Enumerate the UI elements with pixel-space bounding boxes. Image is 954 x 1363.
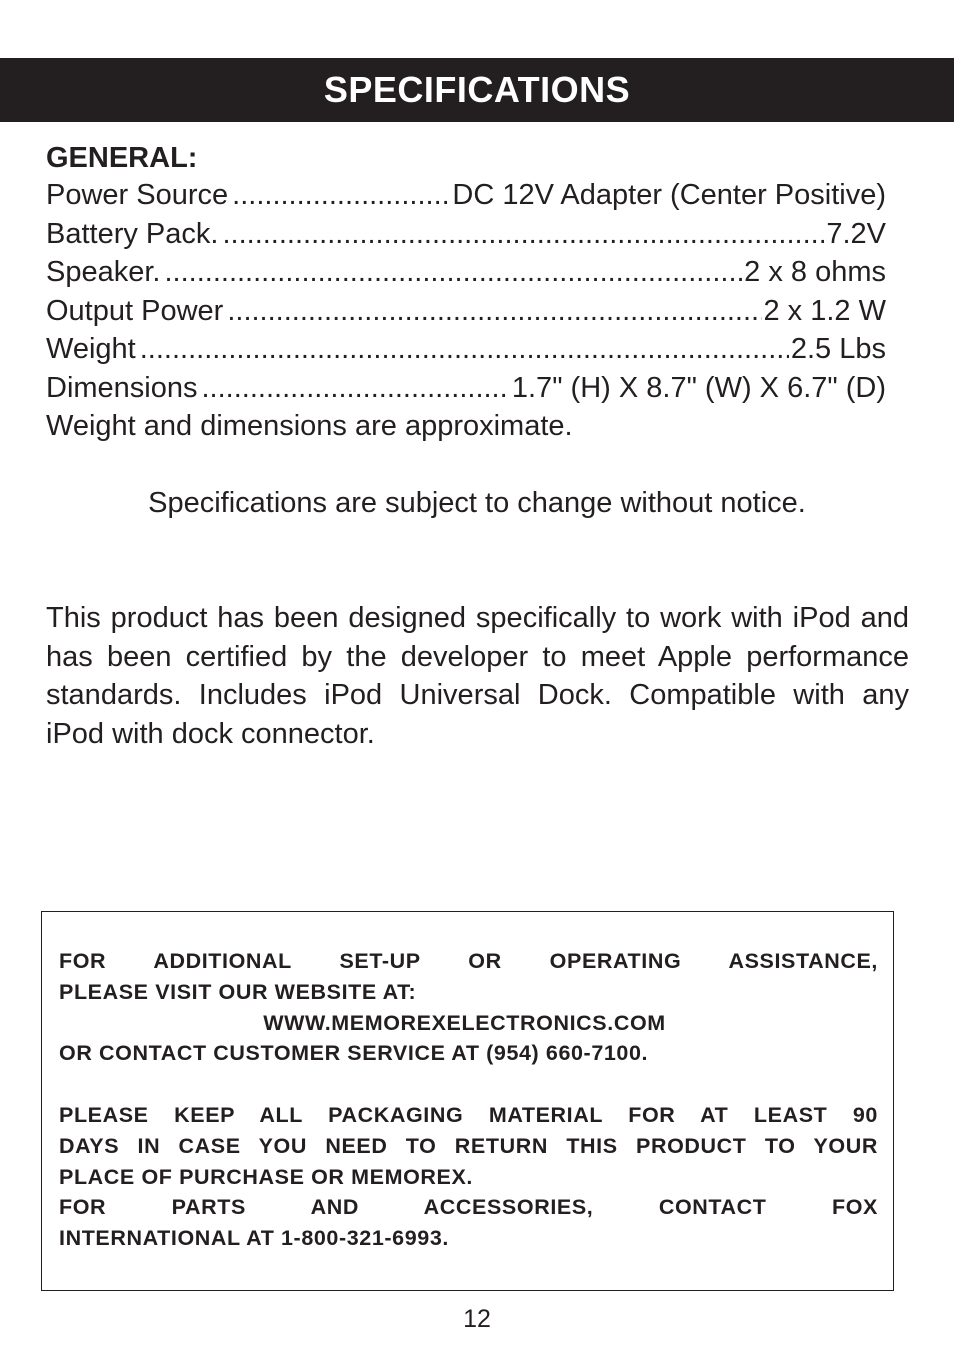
info-line: PLEASE KEEP ALL PACKAGING MATERIAL FOR AT LEAST 90 — [59, 1103, 878, 1127]
customer-service-line: OR CONTACT CUSTOMER SERVICE AT (954) 660-7100. — [59, 1041, 649, 1066]
change-notice: Specifications are subject to change without notice. — [148, 487, 806, 519]
dot-leader — [140, 330, 789, 369]
spec-label: Weight — [46, 333, 136, 365]
spec-value: 2 x 8 ohms — [744, 256, 886, 288]
spec-label: Output Power — [46, 294, 224, 327]
spec-label: Battery Pack. — [46, 217, 219, 250]
dot-leader — [222, 215, 824, 254]
info-line: DAYS IN CASE YOU NEED TO RETURN THIS PRODUCT TO YOUR — [59, 1133, 878, 1158]
spec-label: Dimensions — [46, 371, 198, 404]
spec-value: 1.7" (H) X 8.7" (W) X 6.7" (D) — [511, 371, 886, 404]
website-link[interactable]: WWW.MEMOREXELECTRONICS.COM — [263, 1010, 666, 1035]
spec-row-weight — [46, 330, 886, 369]
spec-row-output-power — [46, 292, 886, 331]
spec-label: Power Source — [46, 179, 229, 211]
spec-list — [46, 176, 886, 407]
assistance-info-box — [41, 911, 894, 1291]
spec-row-battery-pack — [46, 215, 886, 254]
packaging-parts-block — [59, 1100, 878, 1254]
info-line: PLACE OF PURCHASE OR MEMOREX. — [59, 1164, 473, 1189]
spec-value: 2.5 Lbs — [790, 333, 886, 365]
dot-leader — [227, 292, 761, 331]
spec-value: DC 12V Adapter (Center Positive) — [452, 179, 886, 211]
page-title: SPECIFICATIONS — [323, 69, 631, 110]
spec-row-speaker — [46, 253, 886, 292]
spec-row-power-source — [46, 176, 886, 215]
dot-leader — [164, 253, 742, 292]
info-line: FOR PARTS AND ACCESSORIES, CONTACT FOX — [59, 1195, 878, 1220]
dot-leader — [202, 369, 510, 408]
approximation-note: Weight and dimensions are approximate. — [46, 410, 573, 442]
spec-value: 7.2V — [826, 217, 886, 250]
info-line: PLEASE VISIT OUR WEBSITE AT: — [59, 979, 417, 1004]
page-number: 12 — [463, 1305, 491, 1333]
spec-value: 2 x 1.2 W — [763, 294, 886, 327]
spec-label: Speaker. — [46, 256, 161, 288]
info-line: FOR ADDITIONAL SET-UP OR OPERATING ASSISTANCE, — [59, 949, 878, 973]
assistance-contact-block — [59, 946, 878, 1069]
dot-leader — [232, 176, 450, 215]
general-section-title: GENERAL: — [46, 142, 198, 174]
parts-contact-line: INTERNATIONAL AT 1-800-321-6993. — [59, 1226, 449, 1251]
spec-row-dimensions — [46, 369, 886, 408]
ipod-compatibility-paragraph: This product has been designed specifically to work with iPod and has been certified by the developer to meet Apple performance standards. Includes iPod Universal Dock. Compatible with any iPod with dock connector. — [46, 602, 909, 750]
header-bar — [0, 58, 954, 122]
